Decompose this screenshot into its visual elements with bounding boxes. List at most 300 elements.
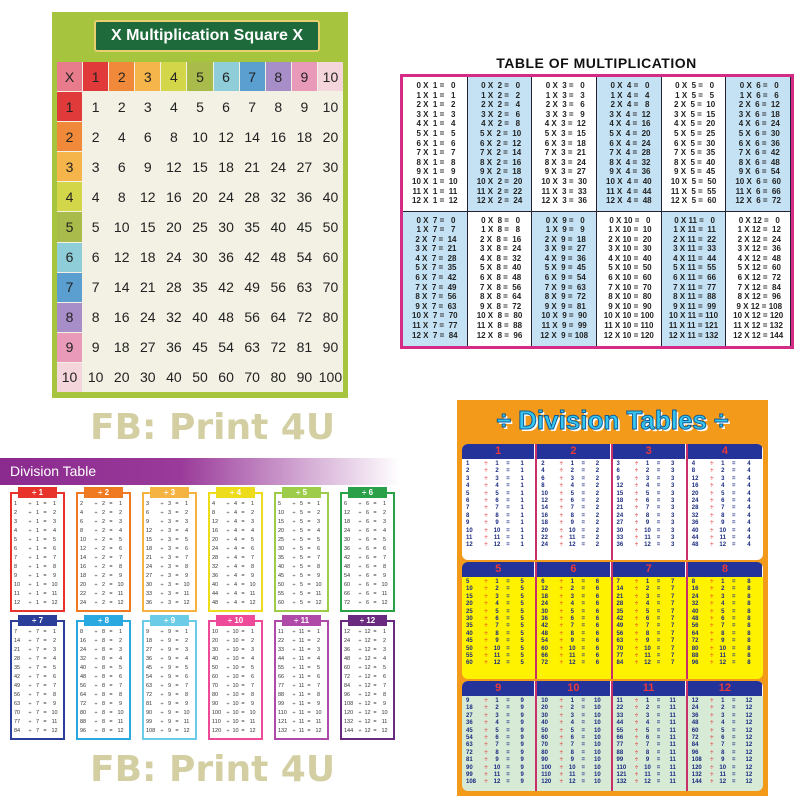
row-part: ÷ <box>160 600 164 606</box>
quotient: 6 <box>595 623 600 630</box>
row-part: 7 <box>118 555 123 561</box>
divide-sign: ÷ <box>559 586 563 593</box>
row-part: 1 <box>35 573 40 579</box>
row-part: = <box>175 683 179 689</box>
division-row <box>80 637 127 646</box>
row-part: ÷ <box>226 719 230 725</box>
quotient: 10 <box>594 735 601 742</box>
equals-sign: = <box>506 483 510 490</box>
column-header: 12 <box>688 681 763 696</box>
row-part: ÷ <box>358 665 362 671</box>
row-part: = <box>241 582 245 588</box>
row-part: 11 <box>117 591 124 597</box>
column-header: 11 <box>613 681 686 696</box>
row-part: 6 <box>382 674 387 680</box>
division-row <box>212 554 259 563</box>
quotient: 8 <box>747 660 751 667</box>
division-row <box>692 757 759 764</box>
quotient: 5 <box>520 660 524 667</box>
row-part: = <box>43 665 47 671</box>
row-part: 9 <box>52 573 57 579</box>
equals-sign: = <box>581 512 585 519</box>
divisor: 11 <box>719 653 726 660</box>
quotient: 4 <box>747 498 751 505</box>
row-part: 8 <box>101 683 106 689</box>
row-part: ÷ <box>292 591 296 597</box>
division-row <box>466 750 531 757</box>
row-part: ÷ <box>94 683 98 689</box>
row-part: 9 <box>52 701 57 707</box>
row-part: 4 <box>233 573 238 579</box>
row-part: = <box>43 719 47 725</box>
row-part: ÷ <box>358 647 362 653</box>
quotient: 7 <box>670 630 675 637</box>
equals-sign: = <box>656 616 661 623</box>
division-card-9 <box>142 616 197 740</box>
row-part: ÷ <box>292 537 296 543</box>
division-row <box>146 682 193 691</box>
equals-sign: = <box>506 475 510 482</box>
divide-sign: ÷ <box>559 468 563 475</box>
divide-sign: ÷ <box>634 579 639 585</box>
product-cell: 90 <box>296 369 313 386</box>
equals-sign: = <box>581 468 585 475</box>
division-row <box>278 509 325 518</box>
quotient: 7 <box>670 653 675 660</box>
dividend: 66 <box>541 653 548 660</box>
divide-sign: ÷ <box>559 630 563 637</box>
quotient: 1 <box>520 535 524 542</box>
divisor: 7 <box>495 623 499 630</box>
quotient: 1 <box>520 498 524 505</box>
dividend: 7 <box>466 505 470 512</box>
equals-sign: = <box>731 720 736 727</box>
dividend: 40 <box>691 608 699 615</box>
row-part: 12 <box>315 600 322 606</box>
product-cell: 35 <box>244 218 260 235</box>
row-part: 36 <box>212 573 219 579</box>
row-part: 11 <box>298 665 305 671</box>
divide-sign: ÷ <box>634 468 639 475</box>
quotient: 2 <box>595 542 600 549</box>
dividend: 132 <box>616 779 627 786</box>
quotient: 11 <box>669 764 676 771</box>
row-part: = <box>43 582 47 588</box>
divide-sign: ÷ <box>484 705 488 712</box>
product-cell: 45 <box>192 339 208 356</box>
dividend: 121 <box>616 772 627 779</box>
quotient: 9 <box>520 742 524 749</box>
row-part: 5 <box>118 537 123 543</box>
division-row <box>278 518 325 527</box>
equals-sign: = <box>656 720 661 727</box>
dividend: 32 <box>691 512 699 519</box>
row-part: 9 <box>167 728 172 734</box>
quotient: 11 <box>669 779 676 786</box>
divisor: 6 <box>570 498 574 505</box>
product-cell: 24 <box>140 309 156 326</box>
divisor: 5 <box>495 608 499 615</box>
product-cell: 14 <box>113 279 130 296</box>
row-part: 10 <box>51 710 58 716</box>
row-part: 9 <box>316 701 321 707</box>
row-part: 3 <box>118 647 123 653</box>
division-row <box>541 765 606 772</box>
divisor: 3 <box>721 475 725 482</box>
division-block-1 <box>462 444 763 560</box>
equals-sign: = <box>506 757 510 764</box>
row-part: ÷ <box>358 683 362 689</box>
row-part: 30 <box>212 647 219 653</box>
row-part: 3 <box>382 519 387 525</box>
equals-sign: = <box>656 593 661 600</box>
division-row <box>692 705 759 712</box>
division-row <box>278 628 325 637</box>
equals-sign: = <box>581 608 585 615</box>
dividend: 40 <box>691 527 699 534</box>
row-part: 60 <box>344 665 351 671</box>
quotient: 9 <box>520 727 524 734</box>
row-part: 9 <box>167 692 172 698</box>
division-row <box>692 631 759 638</box>
row-part: 3 <box>167 591 172 597</box>
dividend: 77 <box>616 742 624 749</box>
quotient: 6 <box>595 579 600 585</box>
row-part: 1 <box>382 501 387 507</box>
row-part: = <box>109 638 113 644</box>
divisor: 5 <box>495 490 499 497</box>
division-row <box>541 646 606 653</box>
row-part: 18 <box>146 546 153 552</box>
header-cell: 7 <box>57 273 82 302</box>
division-row <box>692 653 759 660</box>
division-card-2 <box>76 488 131 612</box>
row-part: 90 <box>146 710 153 716</box>
row-part: 35 <box>278 555 285 561</box>
row-part: 8 <box>80 528 84 534</box>
row-part: 4 <box>184 656 189 662</box>
row-part: 8 <box>184 692 189 698</box>
division-row <box>344 590 391 599</box>
row-part: = <box>241 537 245 543</box>
row-part: 3 <box>250 519 255 525</box>
divisor: 11 <box>719 535 726 542</box>
quotient: 9 <box>520 720 524 727</box>
row-part: 5 <box>299 510 304 516</box>
row-part: 12 <box>364 692 371 698</box>
divisor: 4 <box>495 601 499 608</box>
divisor: 12 <box>568 542 576 549</box>
row-part: = <box>241 573 245 579</box>
division-row <box>541 750 606 757</box>
row-part: 15 <box>278 519 285 525</box>
row-part: 4 <box>316 656 321 662</box>
divide-sign: ÷ <box>710 579 714 585</box>
division-row <box>617 720 682 727</box>
division-row <box>541 742 606 749</box>
row-part: 8 <box>118 564 123 570</box>
divisor: 12 <box>719 542 727 549</box>
row-part: 40 <box>80 665 87 671</box>
equals-sign: = <box>656 601 661 608</box>
card-rows <box>278 500 325 608</box>
divisor: 4 <box>645 483 650 490</box>
row-part: 36 <box>146 600 153 606</box>
equals-sign: = <box>506 735 510 742</box>
row-part: ÷ <box>94 600 98 606</box>
product-cell: 2 <box>117 98 126 115</box>
row-part: ÷ <box>28 647 32 653</box>
equals-sign: = <box>506 490 510 497</box>
row-part: ÷ <box>160 638 164 644</box>
row-part: = <box>373 519 377 525</box>
row-part: ÷ <box>94 510 98 516</box>
divide-sign: ÷ <box>484 475 488 482</box>
divide-sign: ÷ <box>484 749 488 756</box>
row-part: 5 <box>299 546 304 552</box>
row-part: ÷ <box>28 555 32 561</box>
row-part: 4 <box>80 510 84 516</box>
division-column-7 <box>613 562 688 679</box>
row-part: 3 <box>167 510 172 516</box>
row-part: 6 <box>365 519 370 525</box>
row-part: = <box>241 519 245 525</box>
row-part: ÷ <box>226 629 230 635</box>
divisor: 9 <box>721 757 725 764</box>
dividend: 44 <box>616 720 624 727</box>
row-part: = <box>241 629 245 635</box>
quotient: 8 <box>747 593 751 600</box>
dividend: 8 <box>691 468 696 475</box>
dividend: 108 <box>691 757 702 764</box>
column-rows <box>537 577 610 670</box>
row-part: 5 <box>299 555 304 561</box>
equals-sign: = <box>731 586 736 593</box>
dividend: 27 <box>466 712 473 719</box>
row-part: = <box>43 510 47 516</box>
row-part: 11 <box>381 719 388 725</box>
row-part: 40 <box>278 564 285 570</box>
row-part: = <box>307 537 311 543</box>
division-column-4 <box>688 444 763 560</box>
divisor: 2 <box>495 586 499 593</box>
divisor: 7 <box>570 505 574 512</box>
row-part: 9 <box>382 701 387 707</box>
product-cell: 30 <box>322 158 339 175</box>
times-table-3: 0 X 3 = 0 1 X 3 = 3 2 X 3 = 6 3 X 3 = 9 4 X 3 = 12 5 X 3 = 15 6 X 3 = 18 7 X 3 = 21 8 X 3 = 24 9 X 3 = 27 10 X 3 = 30 11 X 3 = 33 12 X 3 = 36 <box>532 77 597 212</box>
division-row <box>14 590 61 599</box>
row-part: 8 <box>101 728 106 734</box>
header-cell: 6 <box>214 62 239 91</box>
division-row <box>344 554 391 563</box>
division-row <box>212 563 259 572</box>
row-part: 1 <box>35 537 40 543</box>
row-part: 3 <box>146 501 150 507</box>
equals-sign: = <box>731 616 736 623</box>
equals-sign: = <box>506 712 510 719</box>
row-part: 24 <box>80 600 87 606</box>
row-part: 63 <box>14 701 21 707</box>
divide-sign: ÷ <box>710 461 714 467</box>
divide-sign: ÷ <box>634 483 639 490</box>
divide-sign: ÷ <box>710 727 714 734</box>
divisor: 4 <box>495 720 499 727</box>
row-part: 10 <box>212 629 219 635</box>
row-part: ÷ <box>94 501 98 507</box>
quotient: 3 <box>670 498 675 505</box>
row-part: 6 <box>365 573 370 579</box>
equals-sign: = <box>506 586 510 593</box>
divide-sign: ÷ <box>559 735 563 742</box>
equals-sign: = <box>581 772 585 779</box>
divide-sign: ÷ <box>710 638 714 645</box>
row-part: 10 <box>232 629 239 635</box>
row-part: 2 <box>101 510 106 516</box>
divisor: 2 <box>721 586 725 593</box>
row-part: 12 <box>117 728 124 734</box>
dividend: 24 <box>616 512 624 519</box>
equals-sign: = <box>506 720 510 727</box>
divide-sign: ÷ <box>559 727 563 734</box>
row-part: 3 <box>14 519 18 525</box>
card-header: ÷ 1 <box>18 487 57 498</box>
poster-title: ÷ Division Tables ÷ <box>496 405 729 435</box>
card-header: ÷ 6 <box>348 487 387 498</box>
row-part: ÷ <box>226 710 230 716</box>
row-part: 24 <box>344 528 351 534</box>
division-row <box>212 682 259 691</box>
row-part: 3 <box>250 647 255 653</box>
quotient: 6 <box>595 630 600 637</box>
divide-sign: ÷ <box>634 527 639 534</box>
row-part: 66 <box>278 674 285 680</box>
quotient: 9 <box>520 735 524 742</box>
quotient: 3 <box>670 490 675 497</box>
division-row <box>466 660 531 667</box>
quotient: 8 <box>747 586 751 593</box>
quotient: 8 <box>747 638 751 645</box>
row-part: 20 <box>212 537 219 543</box>
row-part: = <box>109 710 113 716</box>
divisor: 2 <box>570 468 574 475</box>
divisor: 1 <box>645 579 650 585</box>
row-part: 8 <box>52 692 57 698</box>
quotient: 2 <box>595 483 600 490</box>
row-part: = <box>241 683 245 689</box>
row-part: 6 <box>365 501 370 507</box>
equals-sign: = <box>506 616 510 623</box>
divide-sign: ÷ <box>559 638 563 645</box>
division-row <box>146 518 193 527</box>
dividend: 42 <box>616 616 624 623</box>
dividend: 10 <box>466 586 473 593</box>
product-cell: 42 <box>218 279 234 296</box>
row-part: 5 <box>52 537 57 543</box>
division-row <box>541 586 606 593</box>
equals-sign: = <box>731 593 736 600</box>
quotient: 5 <box>520 608 524 615</box>
division-row <box>617 513 682 520</box>
row-part: 2 <box>184 638 189 644</box>
divisor: 1 <box>645 461 650 467</box>
row-part: ÷ <box>358 591 362 597</box>
row-part: 144 <box>344 728 354 734</box>
division-row <box>617 750 682 757</box>
equals-sign: = <box>506 764 510 771</box>
product-cell: 40 <box>322 188 339 205</box>
quotient: 1 <box>520 483 524 490</box>
row-part: = <box>43 564 47 570</box>
divisor: 1 <box>495 698 499 704</box>
division-row <box>80 709 127 718</box>
row-part: 6 <box>365 591 370 597</box>
divide-sign: ÷ <box>484 461 488 467</box>
divisor: 9 <box>495 757 499 764</box>
dividend: 55 <box>466 653 473 660</box>
product-cell: 20 <box>166 218 182 235</box>
row-part: 10 <box>232 710 239 716</box>
row-part: 70 <box>212 683 219 689</box>
row-part: 12 <box>344 510 351 516</box>
row-part: ÷ <box>292 573 296 579</box>
product-cell: 20 <box>322 128 339 145</box>
quotient: 2 <box>595 468 600 475</box>
divide-sign: ÷ <box>484 660 488 667</box>
product-cell: 30 <box>218 218 234 235</box>
column-header: 6 <box>537 562 610 577</box>
divisor: 4 <box>570 720 574 727</box>
card-rows <box>344 628 391 736</box>
row-part: 8 <box>184 564 189 570</box>
division-row <box>692 750 759 757</box>
card-header: ÷ 4 <box>216 487 255 498</box>
division-row <box>692 528 759 535</box>
row-part: 4 <box>233 555 238 561</box>
row-part: = <box>307 510 311 516</box>
division-row <box>146 691 193 700</box>
divisor: 9 <box>721 638 725 645</box>
row-part: = <box>175 519 179 525</box>
divide-sign: ÷ <box>634 586 639 593</box>
divisor: 11 <box>569 653 576 660</box>
row-part: = <box>307 600 311 606</box>
column-header: 8 <box>688 562 763 577</box>
dividend: 48 <box>691 542 699 549</box>
divisor: 8 <box>721 749 725 756</box>
division-row <box>278 709 325 718</box>
column-header: 2 <box>537 444 610 459</box>
quotient: 5 <box>520 593 524 600</box>
header-cell: 9 <box>57 333 82 362</box>
division-row <box>344 655 391 664</box>
division-row <box>692 728 759 735</box>
column-header: 3 <box>613 444 686 459</box>
divide-sign: ÷ <box>710 498 714 505</box>
row-part: = <box>307 629 311 635</box>
row-part: 56 <box>14 692 21 698</box>
divide-sign: ÷ <box>484 608 488 615</box>
divisor: 11 <box>719 772 726 779</box>
product-cell: 10 <box>322 98 339 115</box>
divide-sign: ÷ <box>559 461 563 467</box>
row-part: 3 <box>52 519 57 525</box>
division-row <box>212 664 259 673</box>
product-cell: 8 <box>170 128 178 145</box>
row-part: = <box>241 638 245 644</box>
card-header: ÷ 10 <box>216 615 255 626</box>
row-part: 2 <box>101 555 106 561</box>
row-part: = <box>373 674 377 680</box>
